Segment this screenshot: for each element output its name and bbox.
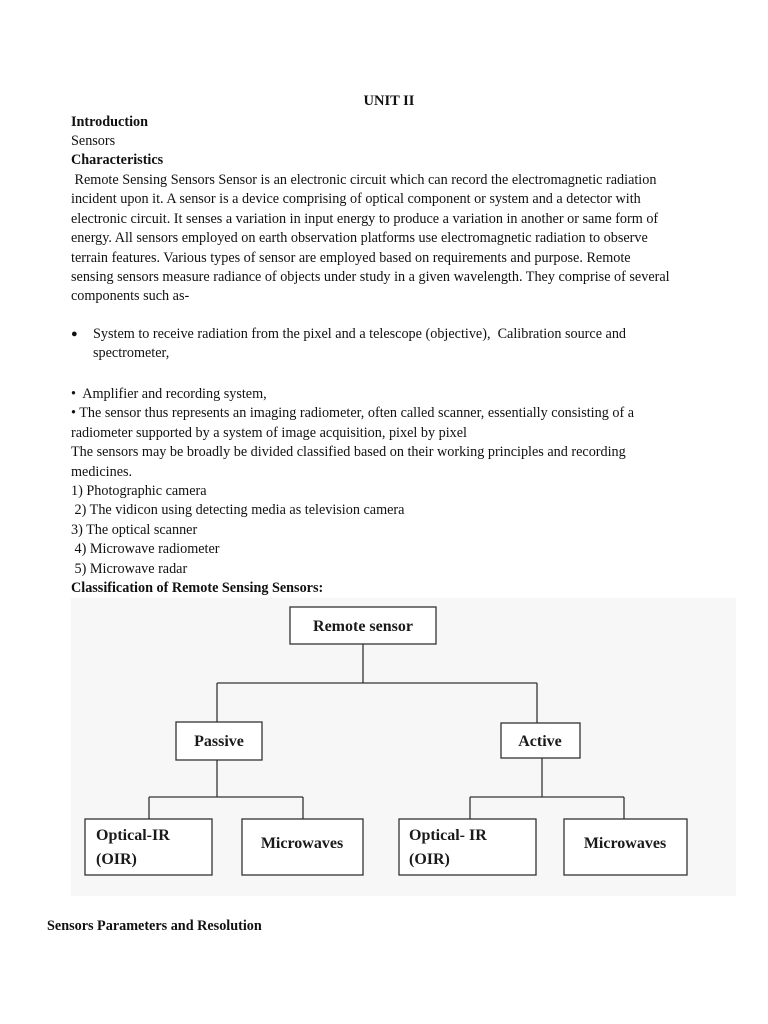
node-passive-microwaves: Microwaves — [260, 835, 344, 852]
bullet-line: System to receive radiation from the pixel and a telescope (objective), Calibration source and — [93, 326, 627, 342]
classify-line: medicines. — [71, 463, 133, 480]
node-passive: Passive — [194, 733, 244, 750]
bullet-item-amplifier: • Amplifier and recording system, — [71, 386, 267, 402]
node-active-oir-line2: (OIR) — [409, 851, 450, 868]
introduction-heading: Introduction — [71, 114, 148, 130]
list-item: 3) The optical scanner — [71, 521, 198, 538]
node-active-microwaves: Microwaves — [583, 835, 667, 852]
characteristics-paragraph — [71, 171, 731, 307]
node-active: Active — [518, 733, 562, 750]
list-item: 1) Photographic camera — [71, 483, 207, 500]
bullet-line: spectrometer, — [93, 345, 170, 362]
paragraph-line: electronic circuit. It senses a variation in input energy to produce a variation in another or same form of — [71, 210, 659, 227]
list-item: 5) Microwave radar — [71, 560, 188, 577]
sensors-label: Sensors — [71, 133, 116, 149]
paragraph-line: sensing sensors measure radiance of objects under study in a given wavelength. They comprise of several — [71, 269, 670, 286]
unit-title: UNIT II — [363, 93, 415, 109]
bullet-item-scanner-line: radiometer supported by a system of image acquisition, pixel by pixel — [71, 424, 467, 441]
sensors-parameters-heading: Sensors Parameters and Resolution — [47, 918, 262, 934]
list-item: 2) The vidicon using detecting media as television camera — [71, 502, 405, 519]
bullet-item-scanner-line: • The sensor thus represents an imaging radiometer, often called scanner, essentially consisting of a — [71, 405, 635, 422]
body-continued — [71, 385, 731, 579]
list-item: 4) Microwave radiometer — [71, 541, 220, 558]
node-passive-oir-line1: Optical-IR — [96, 827, 170, 844]
node-active-oir-line1: Optical- IR — [409, 827, 487, 844]
paragraph-line: terrain features. Various types of sensor are employed based on requirements and purpose. Remote — [71, 249, 631, 266]
paragraph-line: components such as- — [71, 288, 190, 305]
paragraph-line: energy. All sensors employed on earth observation platforms use electromagnetic radiation to observe — [71, 230, 648, 247]
paragraph-line: Remote Sensing Sensors Sensor is an electronic circuit which can record the electromagnetic radiation — [71, 172, 657, 188]
paragraph-line: incident upon it. A sensor is a device comprising of optical component or system and a detector with — [71, 191, 641, 208]
node-remote-sensor: Remote sensor — [313, 618, 413, 635]
node-passive-oir-line2: (OIR) — [96, 851, 137, 868]
characteristics-heading: Characteristics — [71, 152, 164, 168]
bullet-icon: ● — [71, 328, 78, 340]
classify-line: The sensors may be broadly be divided classified based on their working principles and recording — [71, 444, 626, 461]
classification-heading: Classification of Remote Sensing Sensors: — [71, 580, 324, 596]
sensor-classification-diagram — [71, 598, 736, 896]
